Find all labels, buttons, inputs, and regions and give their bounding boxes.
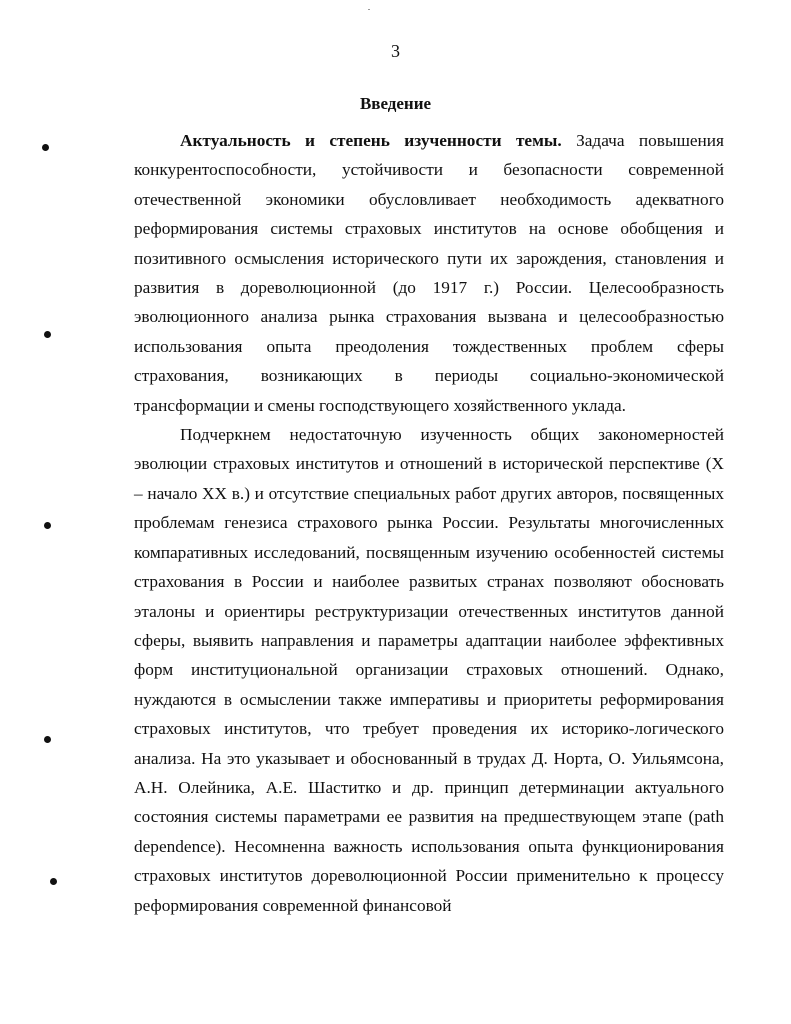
paragraph-1 <box>134 126 724 420</box>
page-number: 3 <box>391 41 400 61</box>
body-text <box>134 126 724 920</box>
binder-hole-mark <box>42 144 49 151</box>
binder-hole-mark <box>44 522 51 529</box>
binder-hole-mark <box>50 878 57 885</box>
binder-hole-mark <box>44 331 51 338</box>
paragraph-1-text: Задача повышения конкурентоспособности, устойчивости и безопасности современной отечественной экономики обусловливает необходимость адекватного реформирования системы страховых институтов на основе обобщения и позитивного осмысления исторического пути их зарождения, становления и развития в дореволюционной (до 1917 г.) России. Целесообразность эволюционного анализа рынка страхования вызвана и целесообразностью использования опыта преодоления тождественных проблем сферы страхования, возникающих в периоды социально-экономической трансформации и смены господствующего хозяйственного уклада. <box>134 131 724 415</box>
binder-hole-mark <box>44 736 51 743</box>
scan-speck <box>368 9 370 10</box>
paragraph-lead: Актуальность и степень изученности темы. <box>180 131 562 150</box>
paragraph-2: Подчеркнем недостаточную изученность общих закономерностей эволюции страховых институтов и отношений в исторической перспективе (X – начало XX в.) и отсутствие специальных работ других авторов, посвященных проблемам генезиса страхового рынка России. Результаты многочисленных компаративных исследований, посвященным изучению особенностей системы страхования в России и наиболее развитых странах позволяют обосновать эталоны и ориентиры реструктуризации отечественных институтов данной сферы, выявить направления и параметры адаптации наиболее эффективных форм институциональной организации страховых отношений. Однако, нуждаются в осмыслении также императивы и приоритеты реформирования страховых институтов, что требует проведения их историко-логического анализа. На это указывает и обоснованный в трудах Д. Норта, О. Уильямсона, А.Н. Олейника, А.Е. Шаститко и др. принцип детерминации актуального состояния системы параметрами ее развития на предшествующем этапе (path dependence). Несомненна важность использования опыта функционирования страховых институтов дореволюционной России применительно к процессу реформирования современной финансовой <box>134 425 724 915</box>
section-heading: Введение <box>359 94 432 113</box>
